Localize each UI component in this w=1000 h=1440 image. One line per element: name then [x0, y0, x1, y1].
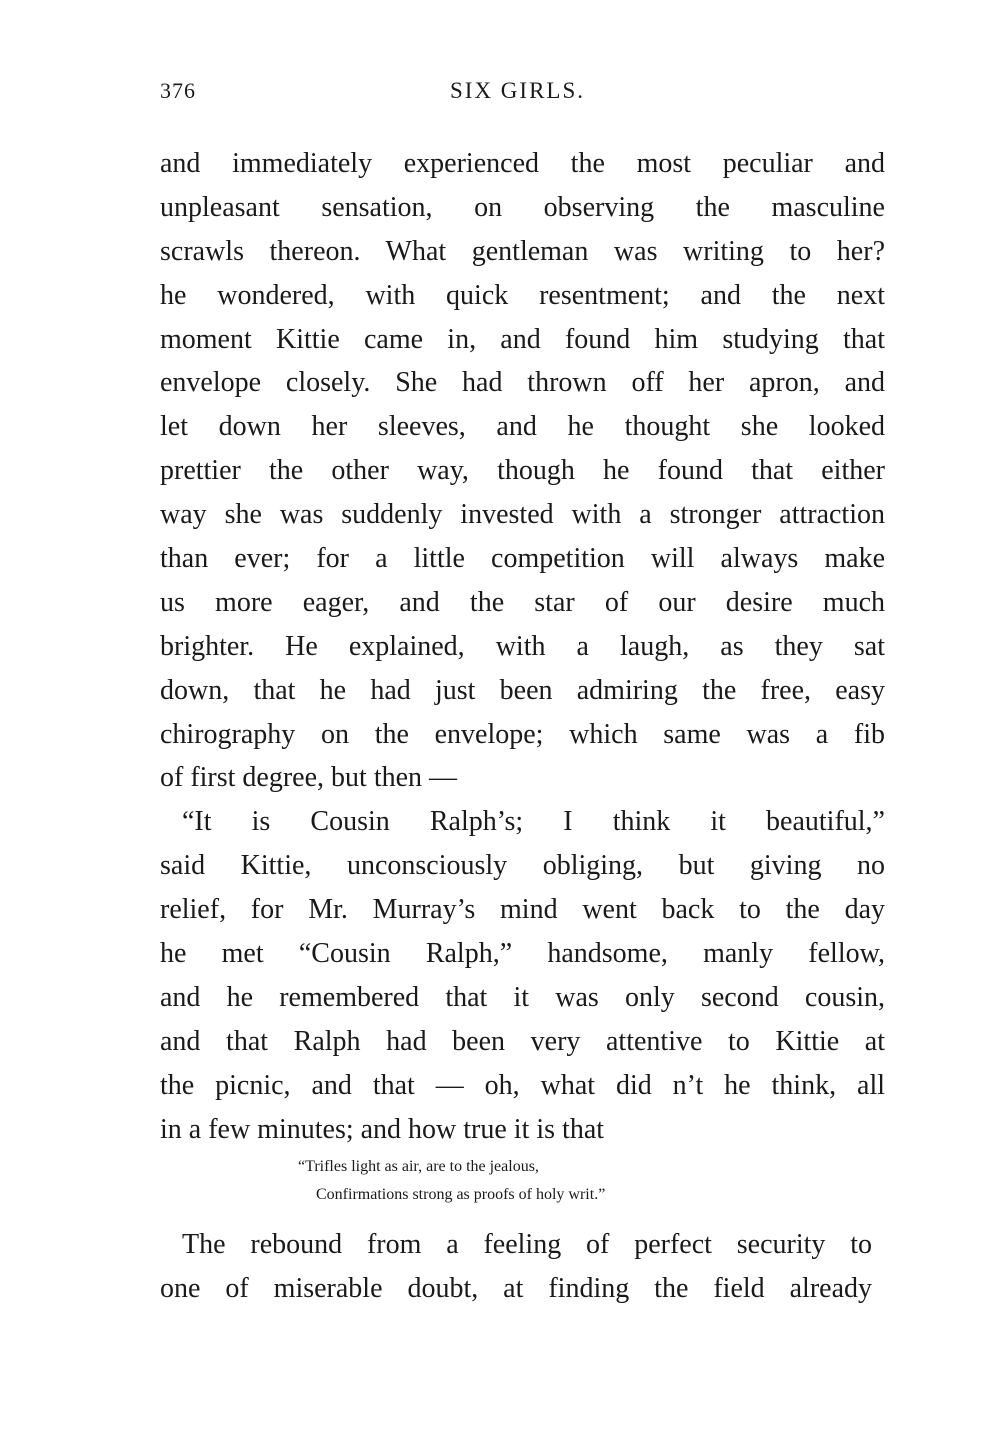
text-line: scrawls thereon. What gentleman was writing to her?	[160, 235, 885, 267]
running-head	[160, 78, 890, 114]
text-line: and he remembered that it was only second cousin,	[160, 981, 885, 1013]
text-line: said Kittie, unconsciously obliging, but giving no	[160, 850, 885, 882]
text-line: way she was suddenly invested with a stronger attraction	[160, 499, 885, 531]
text-line: chirography on the envelope; which same was a fib	[160, 718, 885, 750]
text-line: down, that he had just been admiring the free, easy	[160, 674, 885, 706]
quotation-line: Confirmations strong as proofs of holy writ.”	[316, 1186, 606, 1203]
text-line: one of miserable doubt, at finding the field already	[160, 1272, 872, 1304]
paragraph-2	[160, 800, 885, 1151]
text-line: us more eager, and the star of our desire much	[160, 586, 885, 618]
running-title: SIX GIRLS.	[450, 78, 586, 103]
text-line: and that Ralph had been very attentive to Kittie at	[160, 1025, 885, 1057]
text-line: and immediately experienced the most peculiar and	[160, 148, 885, 179]
text-line: The rebound from a feeling of perfect security to	[182, 1229, 872, 1260]
paragraph-1	[160, 142, 885, 800]
text-line: than ever; for a little competition will always make	[160, 543, 885, 575]
text-line: “It is Cousin Ralph’s; I think it beautiful,”	[182, 806, 885, 838]
text-line: envelope closely. She had thrown off her apron, and	[160, 367, 885, 399]
text-line: let down her sleeves, and he thought she looked	[160, 411, 885, 443]
text-line: he met “Cousin Ralph,” handsome, manly fellow,	[160, 938, 885, 970]
text-line: unpleasant sensation, on observing the masculine	[160, 191, 885, 223]
text-line: he wondered, with quick resentment; and the next	[160, 279, 885, 311]
paragraph-3	[160, 1223, 872, 1311]
text-line: the picnic, and that — oh, what did n’t he think, all	[160, 1069, 885, 1101]
page-number: 376	[160, 78, 196, 103]
text-line: prettier the other way, though he found that either	[160, 455, 885, 487]
text-line: in a few minutes; and how true it is that	[160, 1113, 605, 1145]
quotation-line: “Trifles light as air, are to the jealous,	[298, 1158, 539, 1175]
text-line: relief, for Mr. Murray’s mind went back to the day	[160, 894, 885, 926]
text-line: brighter. He explained, with a laugh, as they sat	[160, 630, 885, 662]
block-quotation	[298, 1153, 758, 1209]
text-line: of first degree, but then —	[160, 762, 458, 794]
body-text	[160, 142, 885, 1151]
text-line: moment Kittie came in, and found him studying that	[160, 323, 885, 355]
